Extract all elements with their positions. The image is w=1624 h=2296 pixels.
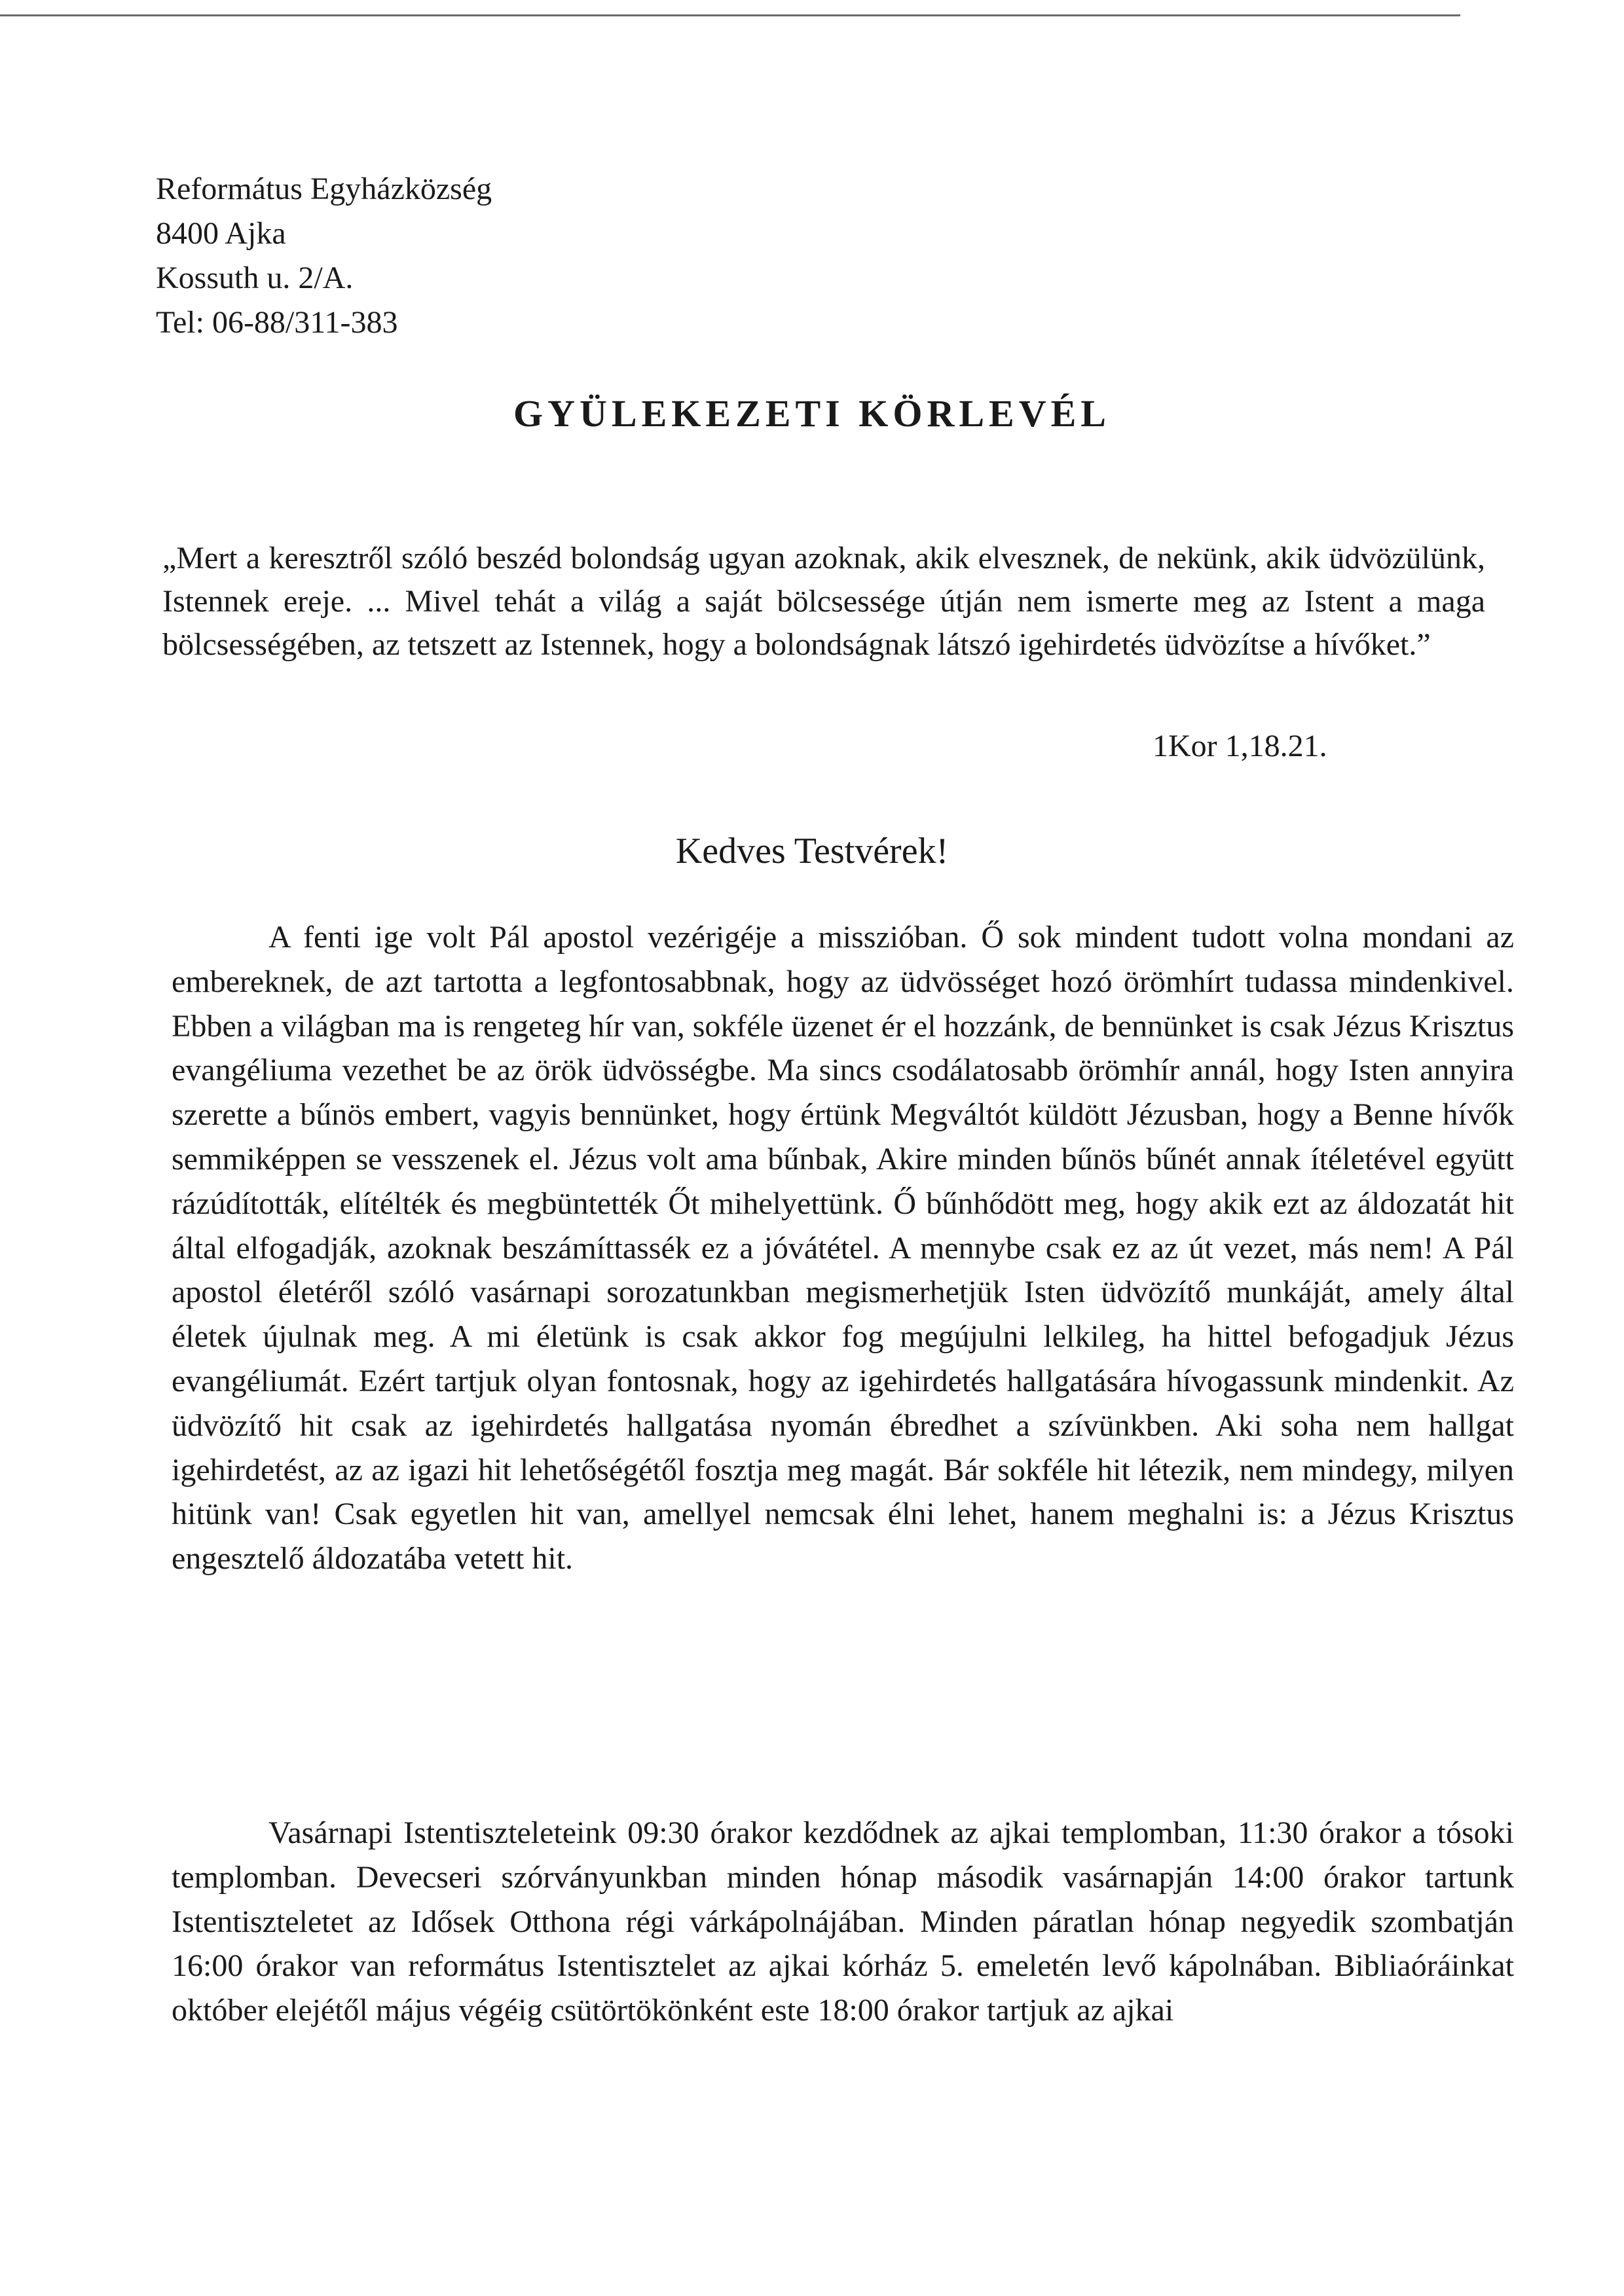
quote-reference: 1Kor 1,18.21. — [1153, 729, 1327, 763]
greeting: Kedves Testvérek! — [675, 831, 949, 871]
sender-address-block — [156, 167, 492, 345]
service-schedule-paragraph: Vasárnapi Istentiszteleteink 09:30 órakor kezdődnek az ajkai templomban, 11:30 órakor a tósoki templomban. Devecseri szórványunkban minden hónap második vasárnapján 14:00 órakor tartunk Istentiszteletet az Idősek Otthona régi várkápolnájában. Minden páratlan hónap negyedik szombatján 16:00 órakor van református Istentisztelet az ajkai kórház 5. emeletén levő kápolnában. Bibliaóráinkat október elejétől május végéig csütörtökönként este 18:00 órakor tartjuk az ajkai — [172, 1815, 1514, 2028]
sender-street: Kossuth u. 2/A. — [156, 261, 354, 295]
sender-phone: Tel: 06-88/311-383 — [156, 305, 398, 340]
body-paragraph: A fenti ige volt Pál apostol vezérigéje a misszióban. Ő sok mindent tudott volna mondani az embereknek, de azt tartotta a legfontosabbnak, hogy az üdvösséget hozó örömhírt tudassa mindenkivel. Ebben a világban ma is rengeteg hír van, sokféle üzenet ér el hozzánk, de bennünket is csak Jézus Krisztus evangéliuma vezethet be az örök üdvösségbe. Ma sincs csodálatosabb örömhír annál, hogy Isten annyira szerette a bűnös embert, vagyis bennünket, hogy értünk Megváltót küldött Jézusban, hogy a Benne hívők semmiképpen se vesszenek el. Jézus volt ama bűnbak, Akire minden bűnös bűnét annak ítéletével együtt rázúdították, elítélték és megbüntették Őt mihelyettünk. Ő bűnhődött meg, hogy akik ezt az áldozatát hit által elfogadják, azoknak beszámíttassék ez a jóvátétel. A mennybe csak ez az út vezet, más nem! A Pál apostol életéről szóló vasárnapi sorozatunkban megismerhetjük Isten üdvözítő munkáját, amely által életek újulnak meg. A mi életünk is csak akkor fog megújulni lelkileg, ha hittel befogadjuk Jézus evangéliumát. Ezért tartjuk olyan fontosnak, hogy az igehirdetés hallgatására hívogassunk mindenkit. Az üdvözítő hit csak az igehirdetés hallgatása nyomán ébredhet a szívünkben. Aki soha nem hallgat igehirdetést, az az igazi hit lehetőségétől fosztja meg magát. Bár sokféle hit létezik, nem mindegy, milyen hitünk van! Csak egyetlen hit van, amellyel nemcsak élni lehet, hanem meghalni is: a Jézus Krisztus engesztelő áldozatába vetett hit. — [172, 920, 1514, 1576]
sender-city: 8400 Ajka — [156, 216, 286, 251]
page-title: GYÜLEKEZETI KÖRLEVÉL — [513, 392, 1111, 435]
top-rule — [0, 14, 1460, 16]
bible-quote: „Mert a keresztről szóló beszéd bolondság ugyan azoknak, akik elvesznek, de nekünk, akik üdvözülünk, Istennek ereje. ... Mivel tehát a világ a saját bölcsessége útján nem ismerte meg az Istent a maga bölcsességében, az tetszett az Istennek, hogy a bolondságnak látszó igehirdetés üdvözítse a hívőket.” — [162, 541, 1485, 662]
sender-name: Református Egyházközség — [156, 172, 492, 206]
